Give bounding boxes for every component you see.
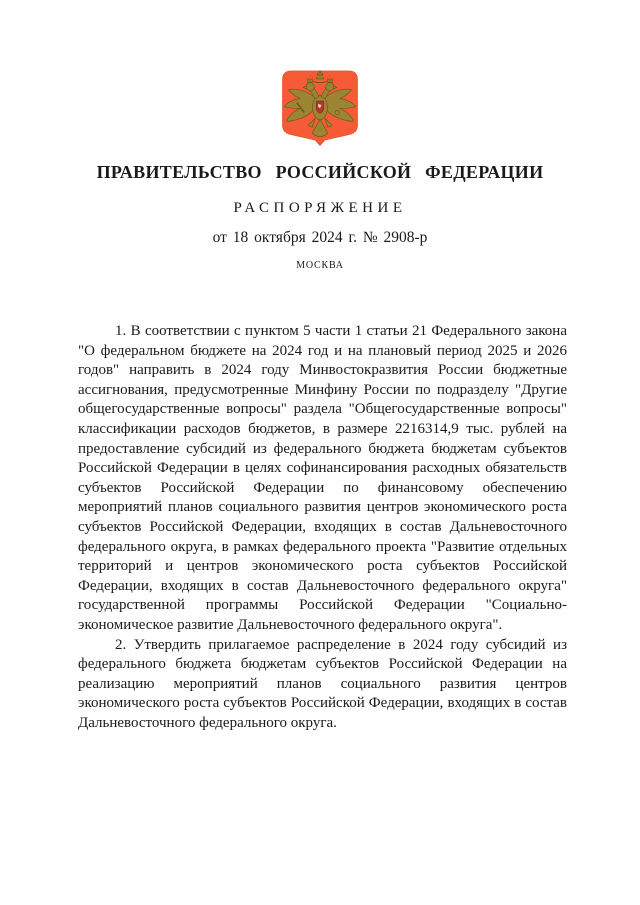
document-type-title: РАСПОРЯЖЕНИЕ bbox=[233, 200, 407, 216]
paragraph-1: 1. В соответствии с пунктом 5 части 1 статьи 21 Федерального закона "О федеральном бюджете на 2024 год и на плановый период 2025 и 2026 годов" направить в 2024 году Минвостокразвития России бюджетные ассигнования, предусмотренные Минфину России по подразделу "Другие общегосударственные вопросы" раздела "Общегосударственные вопросы" классификации расходов бюджетов, в размере 2216314,9 тыс. рублей на предоставление субсидий из федерального бюджета бюджетам субъектов Российской Федерации в целях софинансирования расходных обязательств субъектов Российской Федерации по финансовому обеспечению мероприятий планов социального развития центров экономического роста субъектов Российской Федерации, входящих в состав Дальневосточного федерального округа, в рамках федерального проекта "Развитие отдельных территорий и центров экономического роста субъектов Российской Федерации, входящих в состав Дальневосточного федерального округа" государственной программы Российской Федерации "Социально-экономическое развитие Дальневосточного федерального округа". bbox=[78, 323, 567, 633]
date-number-line: от 18 октября 2024 г. № 2908-р bbox=[212, 229, 428, 246]
russia-coat-of-arms-icon bbox=[277, 67, 363, 148]
paragraph-2: 2. Утвердить прилагаемое распределение в 2024 году субсидий из федерального бюджета бюджетам субъектов Российской Федерации на реализацию мероприятий планов социального развития центров экономического роста субъектов Российской Федерации, входящих в состав Дальневосточного федерального округа. bbox=[78, 636, 567, 731]
city-label: МОСКВА bbox=[296, 260, 344, 271]
document-body bbox=[78, 322, 567, 733]
authority-title: ПРАВИТЕЛЬСТВО РОССИЙСКОЙ ФЕДЕРАЦИИ bbox=[96, 162, 544, 182]
